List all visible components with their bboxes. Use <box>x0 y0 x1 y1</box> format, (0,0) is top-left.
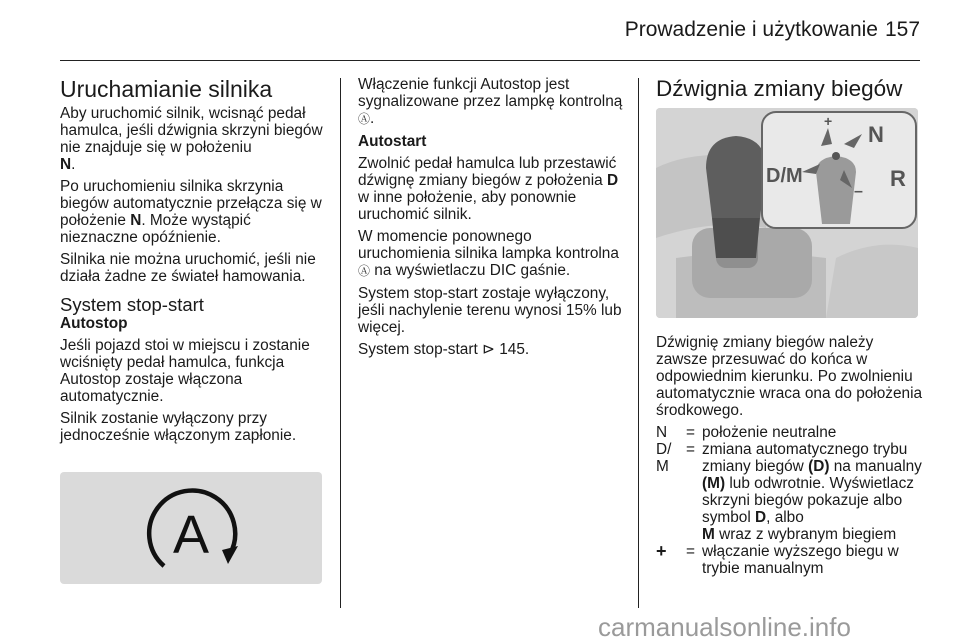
paragraph-text: w inne położenie, aby ponownie uruchomić silnik. <box>358 189 577 223</box>
paragraph-text: Włączenie funkcji Autostop jest sygnalizowane przez lampkę kontrolną <box>358 76 623 110</box>
paragraph-text: . <box>370 110 375 127</box>
page-reference-link[interactable]: 145. <box>499 341 530 358</box>
page-number: 157 <box>885 18 921 41</box>
definition-text-part: zmiana automatycznego trybu zmiany biegów <box>702 441 908 475</box>
definition-text-part: na manualny <box>833 458 922 475</box>
definition-text-bold: (M) <box>702 475 726 492</box>
plus-icon: + <box>656 541 667 561</box>
definition-text: położenie neutralne <box>702 424 837 441</box>
definition-text-part: wraz z wybranym biegiem <box>719 526 897 543</box>
definition-text-part: , albo <box>766 509 804 526</box>
gear-label-r: R <box>890 166 906 191</box>
paragraph-text: . <box>71 156 76 173</box>
paragraph-text: Po uruchomieniu silnika skrzynia biegów automatycznie przełącza się w położenie <box>60 178 322 229</box>
paragraph <box>358 76 628 128</box>
section-heading-engine-start: Uruchamianie silnika <box>60 76 273 102</box>
section-heading-stop-start: System stop-start <box>60 294 204 315</box>
subheading-autostart: Autostart <box>358 133 427 150</box>
gear-knob <box>706 136 766 218</box>
autostop-indicator-icon: Ⓐ <box>358 112 371 126</box>
column-separator-1 <box>340 78 341 608</box>
paragraph <box>358 228 628 280</box>
paragraph-text: na wyświetlaczu DIC gaśnie. <box>374 262 571 279</box>
column-2 <box>358 76 628 363</box>
bold-letter: N <box>60 156 72 173</box>
definition-equals: = <box>686 424 695 441</box>
gear-plus-label: + <box>824 113 833 129</box>
definition-equals: = <box>686 543 695 560</box>
page-reference-arrow-icon: ⊳ <box>482 340 495 358</box>
definition-text: włączanie wyższego biegu w trybie manualnym <box>702 543 899 577</box>
paragraph-text: W momencie ponownego uruchomienia silnika lampka kontrolna <box>358 228 619 262</box>
definition-text-bold: (D) <box>808 458 830 475</box>
bold-letter: N <box>130 212 142 229</box>
header-title: Prowadzenie i użytkowanie <box>624 18 878 41</box>
definition-equals: = <box>686 441 695 458</box>
column-separator-2 <box>638 78 639 608</box>
paragraph: Dźwignię zmiany biegów należy zawsze przesuwać do końca w odpowiednim kierunku. Po zwolnieniu automatycznie wraca ona do położenia środkowego. <box>656 334 923 419</box>
paragraph: System stop-start zostaje wyłączony, jeśli nachylenie terenu wynosi 15% lub więcej. <box>358 285 622 336</box>
gear-label-n: N <box>868 122 884 147</box>
autostop-icon-figure <box>60 472 322 584</box>
paragraph <box>60 105 328 173</box>
paragraph <box>358 341 628 358</box>
gear-label-dm: D/M <box>766 165 803 187</box>
autostop-icon <box>60 472 322 584</box>
paragraph: Silnika nie można uruchomić, jeśli nie działa żadne ze świateł hamowania. <box>60 251 316 285</box>
gear-minus-label: – <box>854 183 863 200</box>
definition-term: D/M <box>656 441 672 475</box>
column-3 <box>656 76 924 577</box>
section-heading-gear-lever: Dźwignia zmiany biegów <box>656 76 903 101</box>
definition-item <box>656 424 924 441</box>
paragraph <box>60 178 328 246</box>
definition-term: N <box>656 424 668 441</box>
gear-lever-illustration <box>656 108 918 318</box>
gear-pattern-inset <box>762 112 916 228</box>
autostop-indicator-icon: Ⓐ <box>358 264 371 278</box>
paragraph-text: Aby uruchomić silnik, wcisnąć pedał hamulca, jeśli dźwignia skrzyni biegów nie znajduje się w położeniu <box>60 105 323 156</box>
definition-text-bold: M <box>702 526 715 543</box>
paragraph-text: Zwolnić pedał hamulca lub przestawić dźwignę zmiany biegów z położenia <box>358 155 617 189</box>
paragraph: Silnik zostanie wyłączony przy jednocześnie włączonym zapłonie. <box>60 410 297 444</box>
definition-item <box>656 543 924 577</box>
paragraph: Jeśli pojazd stoi w miejscu i zostanie wciśnięty pedał hamulca, funkcja Autostop zostaje włączona automatycznie. <box>60 337 310 405</box>
paragraph <box>358 155 628 223</box>
autostop-icon-letter: A <box>172 505 210 565</box>
definition-text-part: lub odwrotnie. Wyświetlacz skrzyni biegów pokazuje albo symbol <box>702 475 914 526</box>
definition-text <box>702 441 924 543</box>
column-1 <box>60 76 328 565</box>
bold-letter: D <box>606 172 619 189</box>
definition-item <box>656 441 924 543</box>
paragraph-text: System stop-start <box>358 341 478 358</box>
definition-text-bold: D <box>755 509 767 526</box>
header-rule <box>60 60 920 61</box>
paragraph-text: . Może wystąpić nieznaczne opóźnienie. <box>60 212 251 246</box>
definition-list <box>656 424 924 577</box>
subheading-autostop: Autostop <box>60 315 128 332</box>
watermark: carmanualsonline.info <box>598 612 851 642</box>
